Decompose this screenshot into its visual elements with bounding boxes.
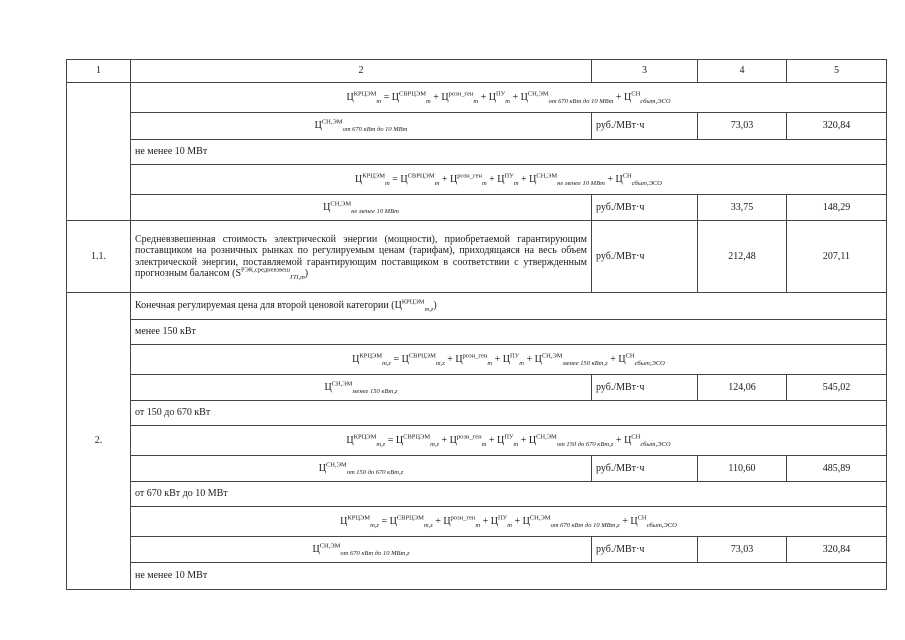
formula-cell: [131, 165, 887, 195]
row-number-cell: [67, 83, 131, 221]
math-term: $Ц^{розн\_ген}_m$: [443, 514, 481, 529]
indicator-symbol: [394, 298, 434, 314]
math-term: $Ц^{СН,ЭМ}_{менее 150 кВт,z}$: [324, 380, 398, 395]
math-term: $Ц^{ПУ}_m$: [497, 172, 519, 187]
math-term: $Ц^{СН}_{сбыт,ЭСО}$: [615, 172, 662, 187]
math-term: $Ц^{ПУ}_m$: [488, 90, 510, 105]
unit-cell: руб./МВт·ч: [592, 113, 698, 140]
subsection-row: [67, 482, 887, 507]
table-row: [67, 221, 887, 293]
header-cell-5: 5: [787, 60, 887, 83]
value-cell: 485,89: [787, 456, 887, 482]
indicator-symbol: [314, 118, 408, 134]
math-term: $Ц^{СН,ЭМ}_{от 670 кВт до 10 МВт,z}$: [312, 542, 410, 557]
value-cell: 73,03: [698, 537, 787, 563]
indicator-cell: [131, 456, 592, 482]
math-term: $Ц^{КРЦЭМ}_{m,z}$: [352, 352, 391, 367]
subsection-label: от 670 кВт до 10 МВт: [131, 482, 887, 507]
unit-cell: руб./МВт·ч: [592, 195, 698, 221]
subsection-label: не менее 10 МВт: [131, 563, 887, 590]
math-term: $Ц^{СВРЦЭМ}_{m,z}$: [401, 352, 445, 367]
math-term: $Ц^{СВРЦЭМ}_{m,z}$: [395, 433, 440, 448]
subsection-row: [67, 401, 887, 426]
subsection-row: [67, 563, 887, 590]
subsection-row: [67, 140, 887, 165]
description-cell: Средневзвешенная стоимость электрической энергии (мощности), приобретаемой гарантирующим поставщиком на розничных рынках по регулируемым ценам (тарифам), приходящаяся на весь объем электрической энергии, поставляемой гарантирующим поставщиком в соответствии с утвержденным прогнозным балансом $(S^{РЭК,средневзвеш}_{ГП,m})$: [131, 221, 592, 293]
table-row: [67, 456, 887, 482]
value-cell: 320,84: [787, 537, 887, 563]
unit-cell: руб./МВт·ч: [592, 537, 698, 563]
formula: $Ц^{КРЦЭМ}_m = Ц^{СВРЦЭМ}_m + Ц^{розн\_ген}_m + Ц^{ПУ}_m + Ц^{СН,ЭМ}_{не менее 10 МВт} + Ц^{СН}_{сбыт,ЭСО}$: [355, 172, 662, 187]
section-title: Конечная регулируемая цена для второй ценовой категории $(Ц^{КРЦЭМ}_{m,z})$: [131, 293, 887, 320]
math-term: $Ц^{розн\_ген}_m$: [449, 172, 487, 187]
math-term: $Ц^{СН,ЭМ}_{от 150 до 670 кВт,z}$: [528, 433, 614, 448]
indicator-cell: [131, 195, 592, 221]
formula-row: [67, 507, 887, 537]
indicator-symbol: [312, 544, 409, 555]
row-number: 1.1.: [67, 221, 131, 293]
value-cell: 207,11: [787, 221, 887, 293]
math-term: $Ц^{ПУ}_m$: [502, 352, 524, 367]
formula-row: [67, 426, 887, 456]
indicator-symbol: [323, 202, 399, 213]
header-cell-3: 3: [592, 60, 698, 83]
header-cell-2: 2: [131, 60, 592, 83]
header-row: [67, 60, 887, 83]
table-row: [67, 537, 887, 563]
math-term: $Ц^{розн\_ген}_m$: [449, 433, 487, 448]
formula-cell: [131, 426, 887, 456]
formula: $Ц^{КРЦЭМ}_{m,z} = Ц^{СВРЦЭМ}_{m,z} + Ц^{розн\_ген}_m + Ц^{ПУ}_m + Ц^{СН,ЭМ}_{от 670 кВт до 10 МВт,z} + Ц^{СН}_{сбыт,ЭСО}$: [340, 514, 677, 529]
tariff-table: [66, 59, 887, 590]
formula-row: [67, 83, 887, 113]
formula: $Ц^{КРЦЭМ}_{m,z} = Ц^{СВРЦЭМ}_{m,z} + Ц^{розн\_ген}_m + Ц^{ПУ}_m + Ц^{СН,ЭМ}_{от 150 до 670 кВт,z} + Ц^{СН}_{сбыт,ЭСО}$: [346, 433, 671, 448]
description-text: Средневзвешенная стоимость электрической энергии (мощности), приобретаемой гарантирующим поставщиком на розничных рынках по регулируемым ценам (тарифам), приходящаяся на весь объем электрической энергии, поставляемой гарантирующим поставщиком в соответствии с утвержденным прогнозным балансом: [135, 233, 587, 279]
math-term: $Ц^{СН}_{сбыт,ЭСО}$: [624, 90, 671, 105]
formula: $Ц^{КРЦЭМ}_{m,z} = Ц^{СВРЦЭМ}_{m,z} + Ц^{розн\_ген}_m + Ц^{ПУ}_m + Ц^{СН,ЭМ}_{менее 150 кВт,z} + Ц^{СН}_{сбыт,ЭСО}$: [352, 352, 665, 367]
value-cell: 33,75: [698, 195, 787, 221]
math-term: $Ц^{СВРЦЭМ}_{m,z}$: [389, 514, 433, 529]
math-term: $Ц^{КРЦЭМ}_{m,z}$: [346, 433, 386, 448]
math-term: $Ц^{КРЦЭМ}_{m,z}$: [394, 298, 434, 314]
indicator-cell: [131, 537, 592, 563]
subsection-label: от 150 до 670 кВт: [131, 401, 887, 426]
math-term: $Ц^{ПУ}_m$: [496, 433, 519, 448]
formula-cell: [131, 507, 887, 537]
row-number: 2.: [67, 293, 131, 590]
value-cell: 148,29: [787, 195, 887, 221]
math-term: $Ц^{ПУ}_m$: [490, 514, 512, 529]
math-term: $Ц^{КРЦЭМ}_{m,z}$: [340, 514, 379, 529]
formula-cell: [131, 83, 887, 113]
subsection-row: [67, 320, 887, 345]
math-term: $Ц^{СН,ЭМ}_{от 150 до 670 кВт,z}$: [318, 461, 404, 476]
indicator-cell: [131, 113, 592, 140]
math-term: $Ц^{СН}_{сбыт,ЭСО}$: [630, 514, 677, 529]
value-cell: 73,03: [698, 113, 787, 140]
formula: $Ц^{КРЦЭМ}_m = Ц^{СВРЦЭМ}_m + Ц^{розн\_ген}_m + Ц^{ПУ}_m + Ц^{СН,ЭМ}_{от 670 кВт до 10 МВт} + Ц^{СН}_{сбыт,ЭСО}$: [346, 90, 671, 105]
math-term: $Ц^{розн\_ген}_m$: [455, 352, 493, 367]
section-text: Конечная регулируемая цена для второй ценовой категории: [135, 300, 389, 312]
math-term: $Ц^{КРЦЭМ}_m$: [346, 90, 382, 105]
subsection-label: не менее 10 МВт: [131, 140, 887, 165]
header-cell-4: 4: [698, 60, 787, 83]
math-term: $S^{РЭК,средневзвеш}_{ГП,m}$: [235, 266, 305, 281]
value-cell: 320,84: [787, 113, 887, 140]
math-term: $Ц^{розн\_ген}_m$: [441, 90, 479, 105]
unit-cell: руб./МВт·ч: [592, 221, 698, 293]
math-term: $Ц^{СН,ЭМ}_{от 670 кВт до 10 МВт,z}$: [522, 514, 620, 529]
math-term: $Ц^{КРЦЭМ}_m$: [355, 172, 390, 187]
formula-cell: [131, 345, 887, 375]
section-row: [67, 293, 887, 320]
indicator-symbol: [235, 268, 304, 279]
value-cell: 110,60: [698, 456, 787, 482]
header-cell-1: 1: [67, 60, 131, 83]
math-term: $Ц^{СН,ЭМ}_{не менее 10 МВт}$: [529, 172, 605, 187]
indicator-symbol: [324, 382, 397, 393]
table-row: [67, 195, 887, 221]
value-cell: 545,02: [787, 375, 887, 401]
math-term: $Ц^{СВРЦЭМ}_m$: [400, 172, 440, 187]
formula-row: [67, 345, 887, 375]
table-row: [67, 113, 887, 140]
subsection-label: менее 150 кВт: [131, 320, 887, 345]
math-term: $Ц^{СН,ЭМ}_{менее 150 кВт,z}$: [534, 352, 608, 367]
math-term: $Ц^{СН,ЭМ}_{от 670 кВт до 10 МВт}$: [314, 118, 408, 134]
math-term: $Ц^{СН}_{сбыт,ЭСО}$: [618, 352, 665, 367]
value-cell: 212,48: [698, 221, 787, 293]
unit-cell: руб./МВт·ч: [592, 456, 698, 482]
unit-cell: руб./МВт·ч: [592, 375, 698, 401]
formula-row: [67, 165, 887, 195]
value-cell: 124,06: [698, 375, 787, 401]
table-row: [67, 375, 887, 401]
indicator-cell: [131, 375, 592, 401]
math-term: $Ц^{СВРЦЭМ}_m$: [391, 90, 431, 105]
math-term: $Ц^{СН,ЭМ}_{от 670 кВт до 10 МВт}$: [520, 90, 614, 105]
math-term: $Ц^{СН}_{сбыт,ЭСО}$: [624, 433, 671, 448]
indicator-symbol: [319, 463, 404, 474]
math-term: $Ц^{СН,ЭМ}_{не менее 10 МВт}$: [323, 200, 399, 215]
